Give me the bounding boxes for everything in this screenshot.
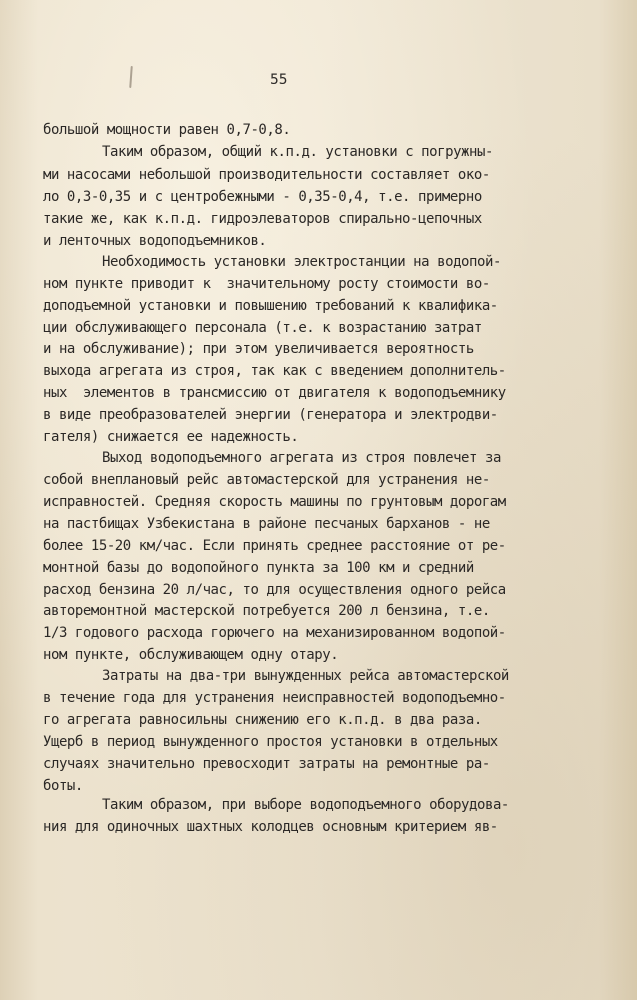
text-line: ния для одиночных шахтных колодцев основным критерием яв- <box>43 819 498 835</box>
pencil-mark <box>129 66 133 88</box>
text-line: расход бензина 20 л/час, то для осуществления одного рейса <box>43 582 506 598</box>
text-line: боты. <box>43 778 83 794</box>
text-line: ных элементов в трансмиссию от двигателя к водоподъемнику <box>43 385 506 401</box>
page-number: 55 <box>270 72 288 88</box>
text-line: авторемонтной мастерской потребуется 200 л бензина, т.е. <box>43 603 490 619</box>
text-line: монтной базы до водопойного пункта за 100 км и средний <box>43 560 474 576</box>
text-line: Таким образом, при выборе водоподъемного оборудова- <box>102 797 509 813</box>
text-line: и ленточных водоподъемников. <box>43 233 267 249</box>
text-line: гателя) снижается ее надежность. <box>43 429 299 445</box>
text-line: собой внеплановый рейс автомастерской для устранения не- <box>43 472 490 488</box>
text-line: доподъемной установки и повышению требований к квалифика- <box>43 298 498 314</box>
text-line: и на обслуживание); при этом увеличивается вероятность <box>43 341 474 357</box>
text-line: ло 0,3-0,35 и с центробежными - 0,35-0,4, т.е. примерно <box>43 189 482 205</box>
text-line: ции обслуживающего персонала (т.е. к возрастанию затрат <box>43 320 482 336</box>
text-line: исправностей. Средняя скорость машины по грунтовым дорогам <box>43 494 506 510</box>
text-line: в течение года для устранения неисправностей водоподъемно- <box>43 690 506 706</box>
text-line: го агрегата равносильны снижению его к.п.д. в два раза. <box>43 712 482 728</box>
text-line: на пастбищах Узбекистана в районе песчаных барханов - не <box>43 516 490 532</box>
text-line: случаях значительно превосходит затраты на ремонтные ра- <box>43 756 490 772</box>
text-line: Ущерб в период вынужденного простоя установки в отдельных <box>43 734 498 750</box>
text-line: ном пункте, обслуживающем одну отару. <box>43 647 339 663</box>
text-line: в виде преобразователей энергии (генератора и электродви- <box>43 407 498 423</box>
text-line: большой мощности равен 0,7-0,8. <box>43 122 291 138</box>
text-line: Выход водоподъемного агрегата из строя повлечет за <box>102 450 501 466</box>
text-line: Затраты на два-три вынужденных рейса автомастерской <box>102 668 509 684</box>
text-line: ном пункте приводит к значительному росту стоимости во- <box>43 276 490 292</box>
text-line: ми насосами небольшой производительности составляет око- <box>43 167 490 183</box>
text-line: более 15-20 км/час. Если принять среднее расстояние от ре- <box>43 538 506 554</box>
text-line: Необходимость установки электростанции на водопой- <box>102 254 501 270</box>
text-line: такие же, как к.п.д. гидроэлеваторов спирально-цепочных <box>43 211 482 227</box>
text-line: выхода агрегата из строя, так как с введением дополнитель- <box>43 363 506 379</box>
text-line: 1/3 годового расхода горючего на механизированном водопой- <box>43 625 506 641</box>
text-line: Таким образом, общий к.п.д. установки с погружны- <box>102 144 493 160</box>
